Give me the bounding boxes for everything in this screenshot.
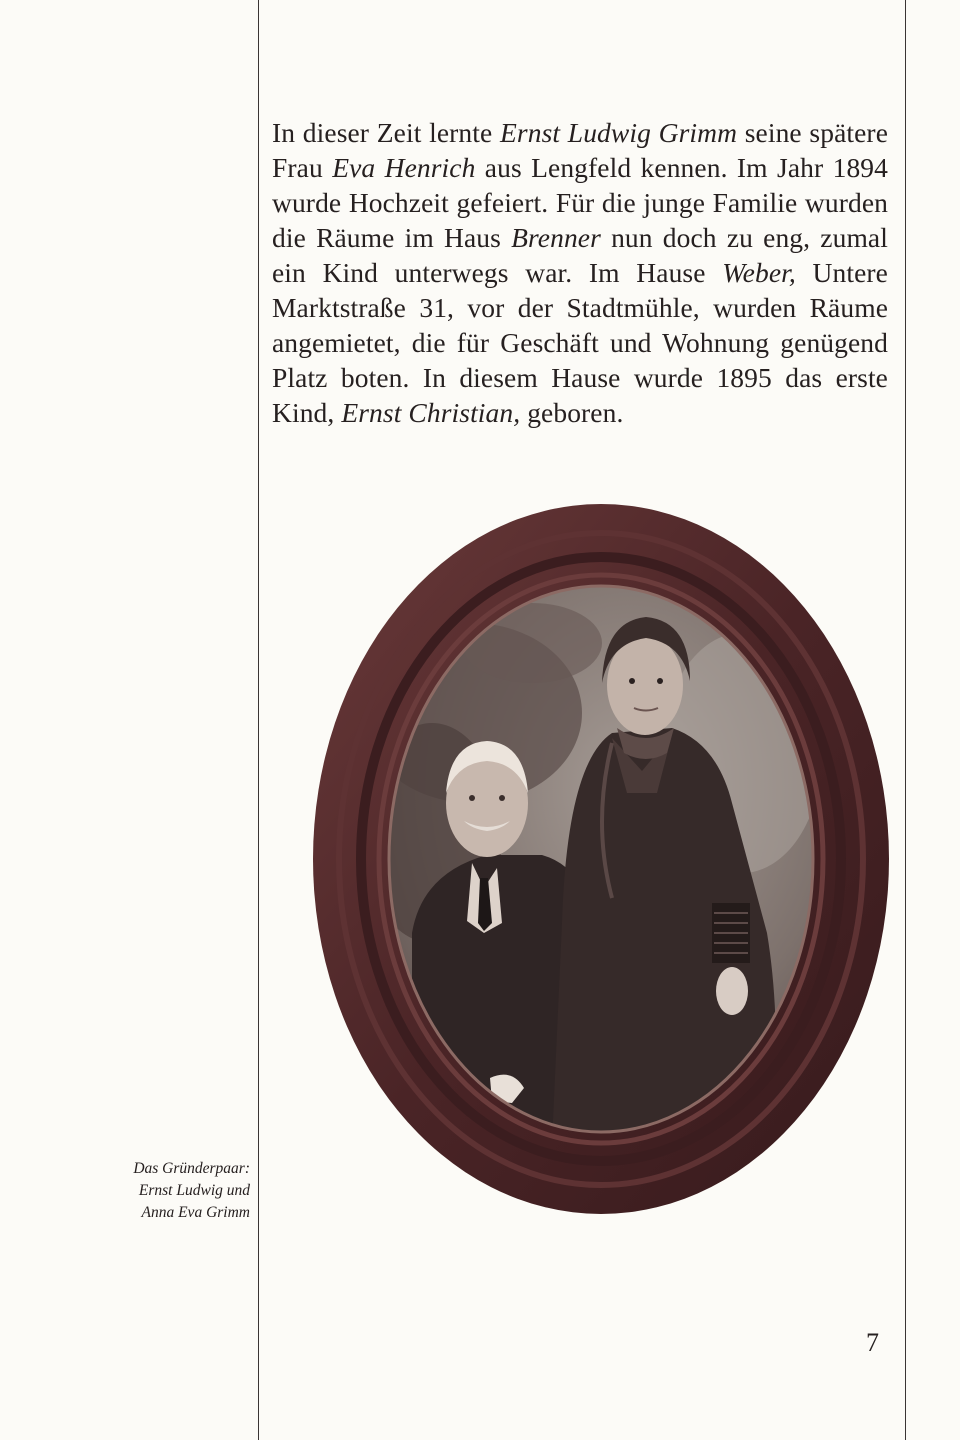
name-brenner: Brenner xyxy=(511,222,601,253)
caption-line: Ernst Ludwig und xyxy=(138,1182,250,1199)
founder-couple-photo xyxy=(312,503,890,1215)
name-eva-henrich: Eva Henrich xyxy=(332,152,476,183)
photo-caption xyxy=(40,1158,250,1224)
body-paragraph: In dieser Zeit lernte Ernst Ludwig Grimm seine spätere Frau Eva Henrich aus Lengfeld kennen. Im Jahr 1894 wurde Hochzeit gefeiert. Für die junge Familie wurden die Räume im Haus Brenner nun doch zu eng, zumal ein Kind unterwegs war. Im Hause Weber, Untere Marktstraße 31, vor der Stadtmühle, wurden Räume angemietet, die für Geschäft und Wohnung genügend Platz boten. In diesem Hause wurde 1895 das erste Kind, Ernst Christian, geboren. xyxy=(272,117,889,428)
caption-line: Anna Eva Grimm xyxy=(141,1204,250,1221)
page-number: 7 xyxy=(866,1328,879,1357)
name-ernst-ludwig-grimm: Ernst Ludwig Grimm xyxy=(500,117,738,148)
right-column-rule xyxy=(905,0,906,1440)
name-ernst-christian: Ernst Christian, xyxy=(341,397,521,428)
left-column-rule xyxy=(258,0,259,1440)
caption-line: Das Gründerpaar: xyxy=(133,1160,250,1177)
name-weber: Weber, xyxy=(722,257,796,288)
